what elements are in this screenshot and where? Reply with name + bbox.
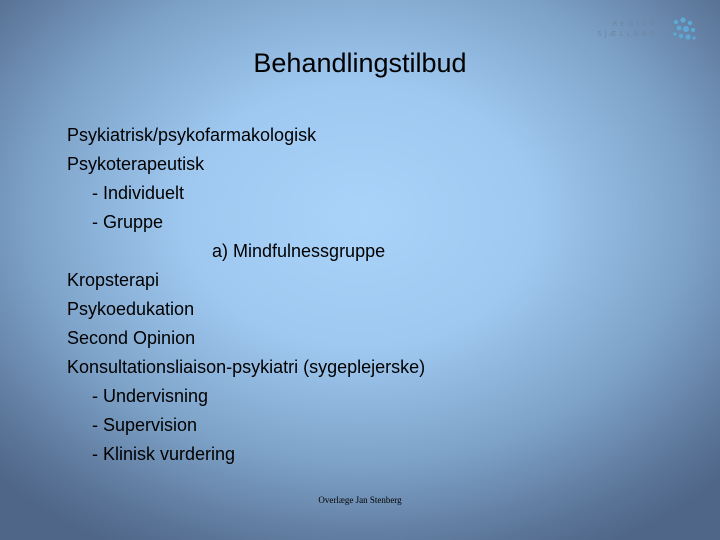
list-item: Psykoterapeutisk <box>67 154 205 174</box>
logo-text <box>578 19 658 39</box>
list-item: - Supervision <box>92 415 198 435</box>
list-item: Second Opinion <box>67 328 196 348</box>
list-item: - Individuelt <box>92 183 185 203</box>
list-item: a) Mindfulnessgruppe <box>212 241 386 261</box>
list-item: Psykiatrisk/psykofarmakologisk <box>67 125 317 145</box>
list-item: - Klinisk vurdering <box>92 444 236 464</box>
region-logo-mark-icon <box>670 16 698 44</box>
page-title: Behandlingstilbud <box>253 48 467 78</box>
list-item: - Undervisning <box>92 386 209 406</box>
list-item: Konsultationsliaison-psykiatri (sygeplejerske) <box>67 357 426 377</box>
list-item: Psykoedukation <box>67 299 195 319</box>
list-item: - Gruppe <box>92 212 164 232</box>
logo-line-1: REGION <box>612 20 658 28</box>
list-item: Kropsterapi <box>67 270 160 290</box>
footer-author: Overlæge Jan Stenberg <box>318 495 402 505</box>
region-logo <box>578 16 698 46</box>
logo-line-2: SJÆLLAND <box>597 30 658 38</box>
